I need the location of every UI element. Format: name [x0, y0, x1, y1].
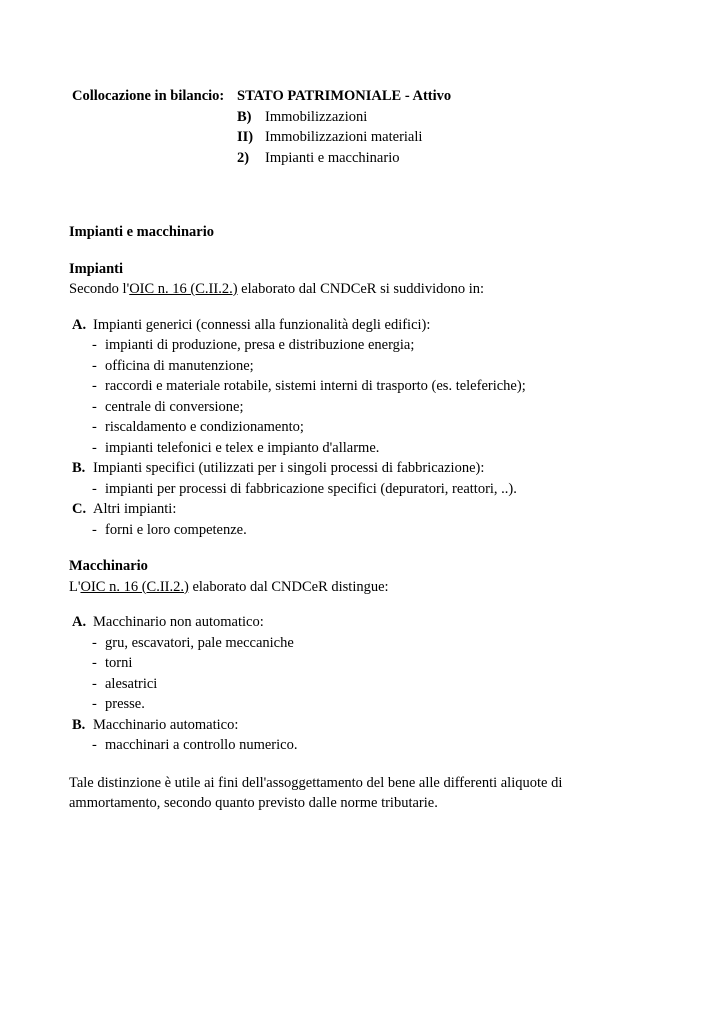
list-item — [69, 458, 669, 479]
list-item — [69, 499, 669, 520]
sub-item-text: torni — [105, 655, 133, 671]
placement-row-code: B) — [237, 108, 252, 125]
sub-item-text: officina di manutenzione; — [105, 357, 254, 374]
placement-row-text: STATO PATRIMONIALE - Attivo — [237, 88, 452, 104]
sub-item: - impianti per processi di fabbricazione specifici (depuratori, reattori, ..). — [92, 480, 517, 497]
sub-item-text: presse. — [105, 696, 145, 712]
placement-row-text: Immobilizzazioni materiali — [265, 129, 423, 145]
sub-item: - gru, escavatori, pale meccaniche — [92, 634, 294, 651]
oic-reference-link[interactable]: OIC n. 16 (C.II.2.) — [129, 281, 238, 297]
list-letter: A. — [72, 316, 87, 333]
sub-item-text: raccordi e materiale rotabile, sistemi interni di trasporto (es. teleferiche); — [105, 378, 526, 394]
list-item — [69, 612, 669, 633]
intro-suffix: elaborato dal CNDCeR si suddividono in: — [237, 281, 485, 297]
sub-item-text: gru, escavatori, pale meccaniche — [105, 634, 294, 651]
document-page — [69, 86, 669, 814]
sub-item: - impianti di produzione, presa e distribuzione energia; — [92, 337, 415, 353]
sub-item: - raccordi e materiale rotabile, sistemi interni di trasporto (es. teleferiche); — [92, 378, 526, 394]
list-letter: B. — [72, 460, 86, 476]
intro-prefix: L' — [69, 578, 81, 595]
list-letter: B. — [72, 716, 86, 733]
sub-item: - macchinari a controllo numerico. — [92, 737, 298, 753]
impianti-list — [69, 315, 669, 541]
sub-item: - forni e loro competenze. — [92, 521, 247, 538]
section-title: Impianti e macchinario — [69, 224, 214, 240]
sub-item: - presse. — [92, 696, 145, 712]
closing-line: Tale distinzione è utile ai fini dell'assoggettamento del bene alle differenti aliquote di — [69, 774, 563, 791]
sub-item-text: impianti telefonici e telex e impianto d'allarme. — [105, 439, 380, 456]
list-item-text: Macchinario non automatico: — [93, 614, 264, 630]
oic-reference-link[interactable]: OIC n. 16 (C.II.2.) — [80, 578, 189, 595]
sub-item: - riscaldamento e condizionamento; — [92, 419, 304, 435]
list-item-text: Altri impianti: — [93, 501, 177, 517]
list-item-text: Macchinario automatico: — [93, 716, 239, 733]
placement-row-code: 2) — [237, 149, 250, 166]
sub-item: - impianti telefonici e telex e impianto d'allarme. — [92, 439, 380, 456]
macchinario-heading: Macchinario — [69, 558, 148, 574]
closing-line: ammortamento, secondo quanto previsto dalle norme tributarie. — [69, 795, 438, 811]
sub-item: - torni — [92, 655, 133, 671]
sub-item-text: riscaldamento e condizionamento; — [105, 419, 304, 435]
list-item-text: Impianti specifici (utilizzati per i singoli processi di fabbricazione): — [93, 460, 485, 476]
impianti-intro — [69, 279, 669, 300]
list-letter: C. — [72, 501, 87, 517]
sub-item-text: alesatrici — [105, 675, 158, 692]
list-letter: A. — [72, 614, 87, 630]
list-item — [69, 715, 669, 736]
intro-suffix: elaborato dal CNDCeR distingue: — [188, 578, 389, 595]
sub-item: - officina di manutenzione; — [92, 357, 254, 374]
sub-item-text: impianti di produzione, presa e distribuzione energia; — [105, 337, 415, 353]
placement-row-text: Immobilizzazioni — [265, 108, 368, 125]
sub-item-text: impianti per processi di fabbricazione specifici (depuratori, reattori, ..). — [105, 480, 517, 497]
placement-row-code: II) — [237, 129, 254, 145]
list-item — [69, 315, 669, 336]
sub-item-text: macchinari a controllo numerico. — [105, 737, 298, 753]
intro-prefix: Secondo l' — [69, 281, 130, 297]
sub-item-text: centrale di conversione; — [105, 398, 244, 415]
macchinario-list — [69, 612, 669, 756]
balance-sheet-placement — [69, 86, 669, 170]
sub-item-text: forni e loro competenze. — [105, 521, 247, 538]
placement-row-text: Impianti e macchinario — [265, 149, 400, 166]
list-item-text: Impianti generici (connessi alla funzionalità degli edifici): — [93, 316, 431, 333]
closing-paragraph — [69, 773, 669, 814]
sub-item: - alesatrici — [92, 675, 158, 692]
sub-item: - centrale di conversione; — [92, 398, 244, 415]
placement-label: Collocazione in bilancio: — [72, 88, 225, 104]
macchinario-intro — [69, 577, 669, 598]
impianti-heading: Impianti — [69, 260, 123, 277]
